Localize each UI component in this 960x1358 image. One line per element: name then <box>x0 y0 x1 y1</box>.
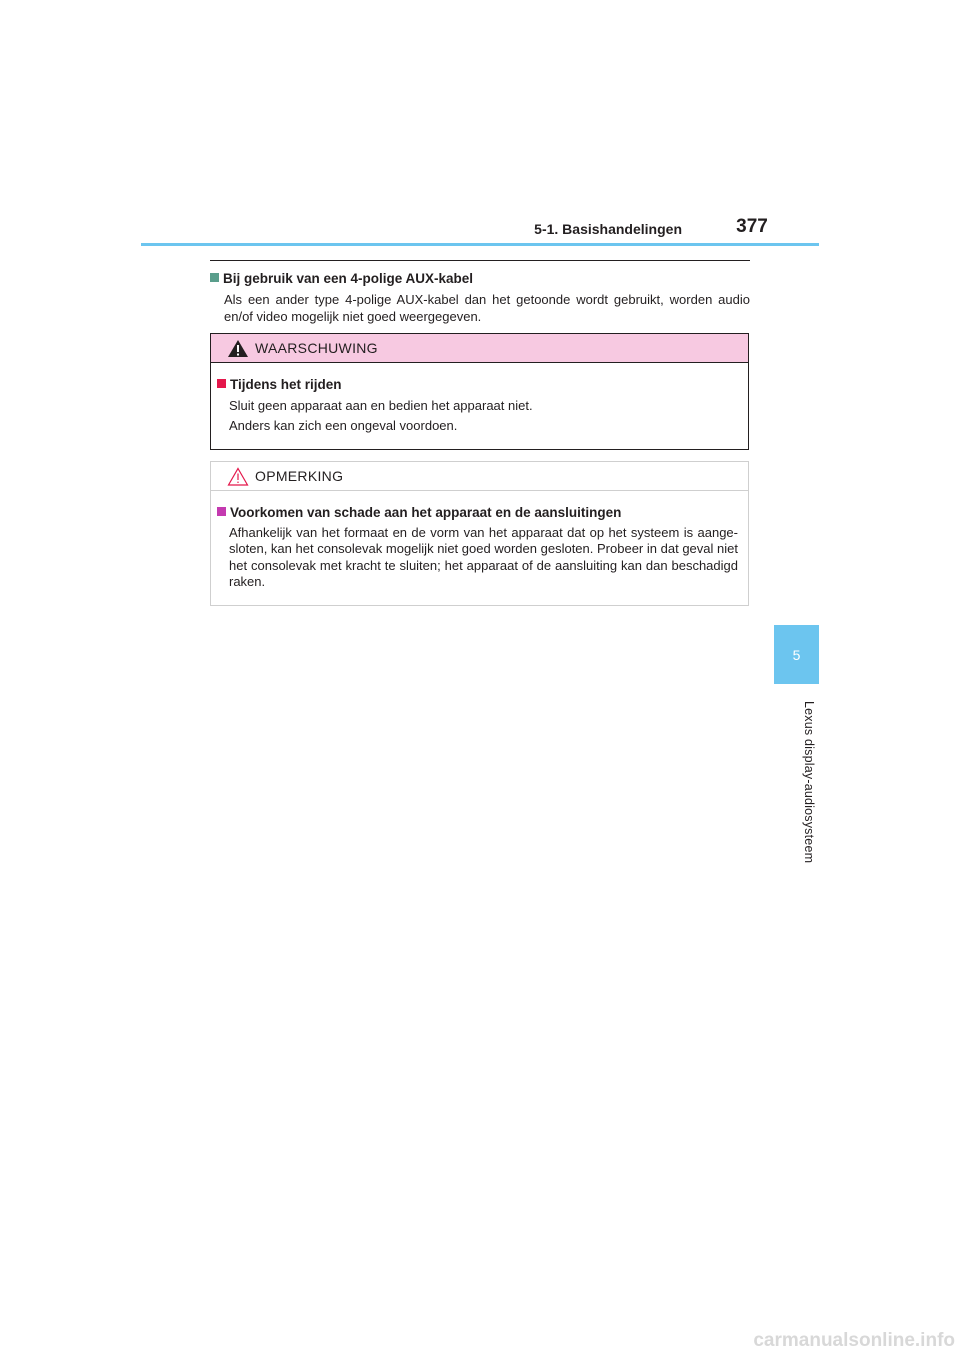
warning-line: Sluit geen apparaat aan en bedien het apparaat niet. <box>229 398 533 413</box>
square-bullet-icon <box>217 507 226 516</box>
chapter-title <box>772 692 816 872</box>
note-item-heading-text: Voorkomen van schade aan het apparaat en de aansluitingen <box>230 505 622 520</box>
note-header <box>211 462 748 491</box>
section-heading <box>210 270 750 287</box>
note-body: Afhankelijk van het formaat en de vorm van het apparaat dat op het systeem is aange-sloten, kan het consolevak mogelijk niet goed worden gesloten. Probeer in dat geval niet het consolevak met kracht te sluiten; het apparaat of de aansluiting kan dan beschadigd raken. <box>229 525 738 589</box>
header-section-title: 5-1. Basishandelingen <box>534 221 682 237</box>
aux-cable-section <box>210 270 750 325</box>
note-box <box>210 461 749 606</box>
section-heading-text: Bij gebruik van een 4-polige AUX-kabel <box>223 271 474 286</box>
note-item-heading <box>217 504 738 521</box>
page-number: 377 <box>736 216 768 237</box>
chapter-number: 5 <box>792 646 801 663</box>
note-content <box>211 491 748 590</box>
section-body: Als een ander type 4-polige AUX-kabel dan het getoonde wordt gebruikt, worden audio en/of video mogelijk niet goed weergegeven. <box>224 292 750 324</box>
warning-item-heading <box>217 376 738 393</box>
warning-content <box>211 363 748 436</box>
chapter-title-text: Lexus display-audiosysteem <box>802 700 816 864</box>
caution-triangle-outline-icon <box>227 467 249 486</box>
warning-header <box>211 334 748 363</box>
note-title: OPMERKING <box>255 468 344 484</box>
warning-item-heading-text: Tijdens het rijden <box>230 377 342 392</box>
section-divider <box>210 260 750 261</box>
warning-line: Anders kan zich een ongeval voordoen. <box>229 418 458 433</box>
warning-triangle-icon <box>227 339 249 358</box>
watermark: carmanualsonline.info <box>753 1330 955 1351</box>
square-bullet-icon <box>210 273 219 282</box>
chapter-tab <box>774 625 819 684</box>
warning-box <box>210 333 749 450</box>
square-bullet-icon <box>217 379 226 388</box>
header-rule <box>141 243 819 246</box>
warning-title: WAARSCHUWING <box>255 340 378 356</box>
